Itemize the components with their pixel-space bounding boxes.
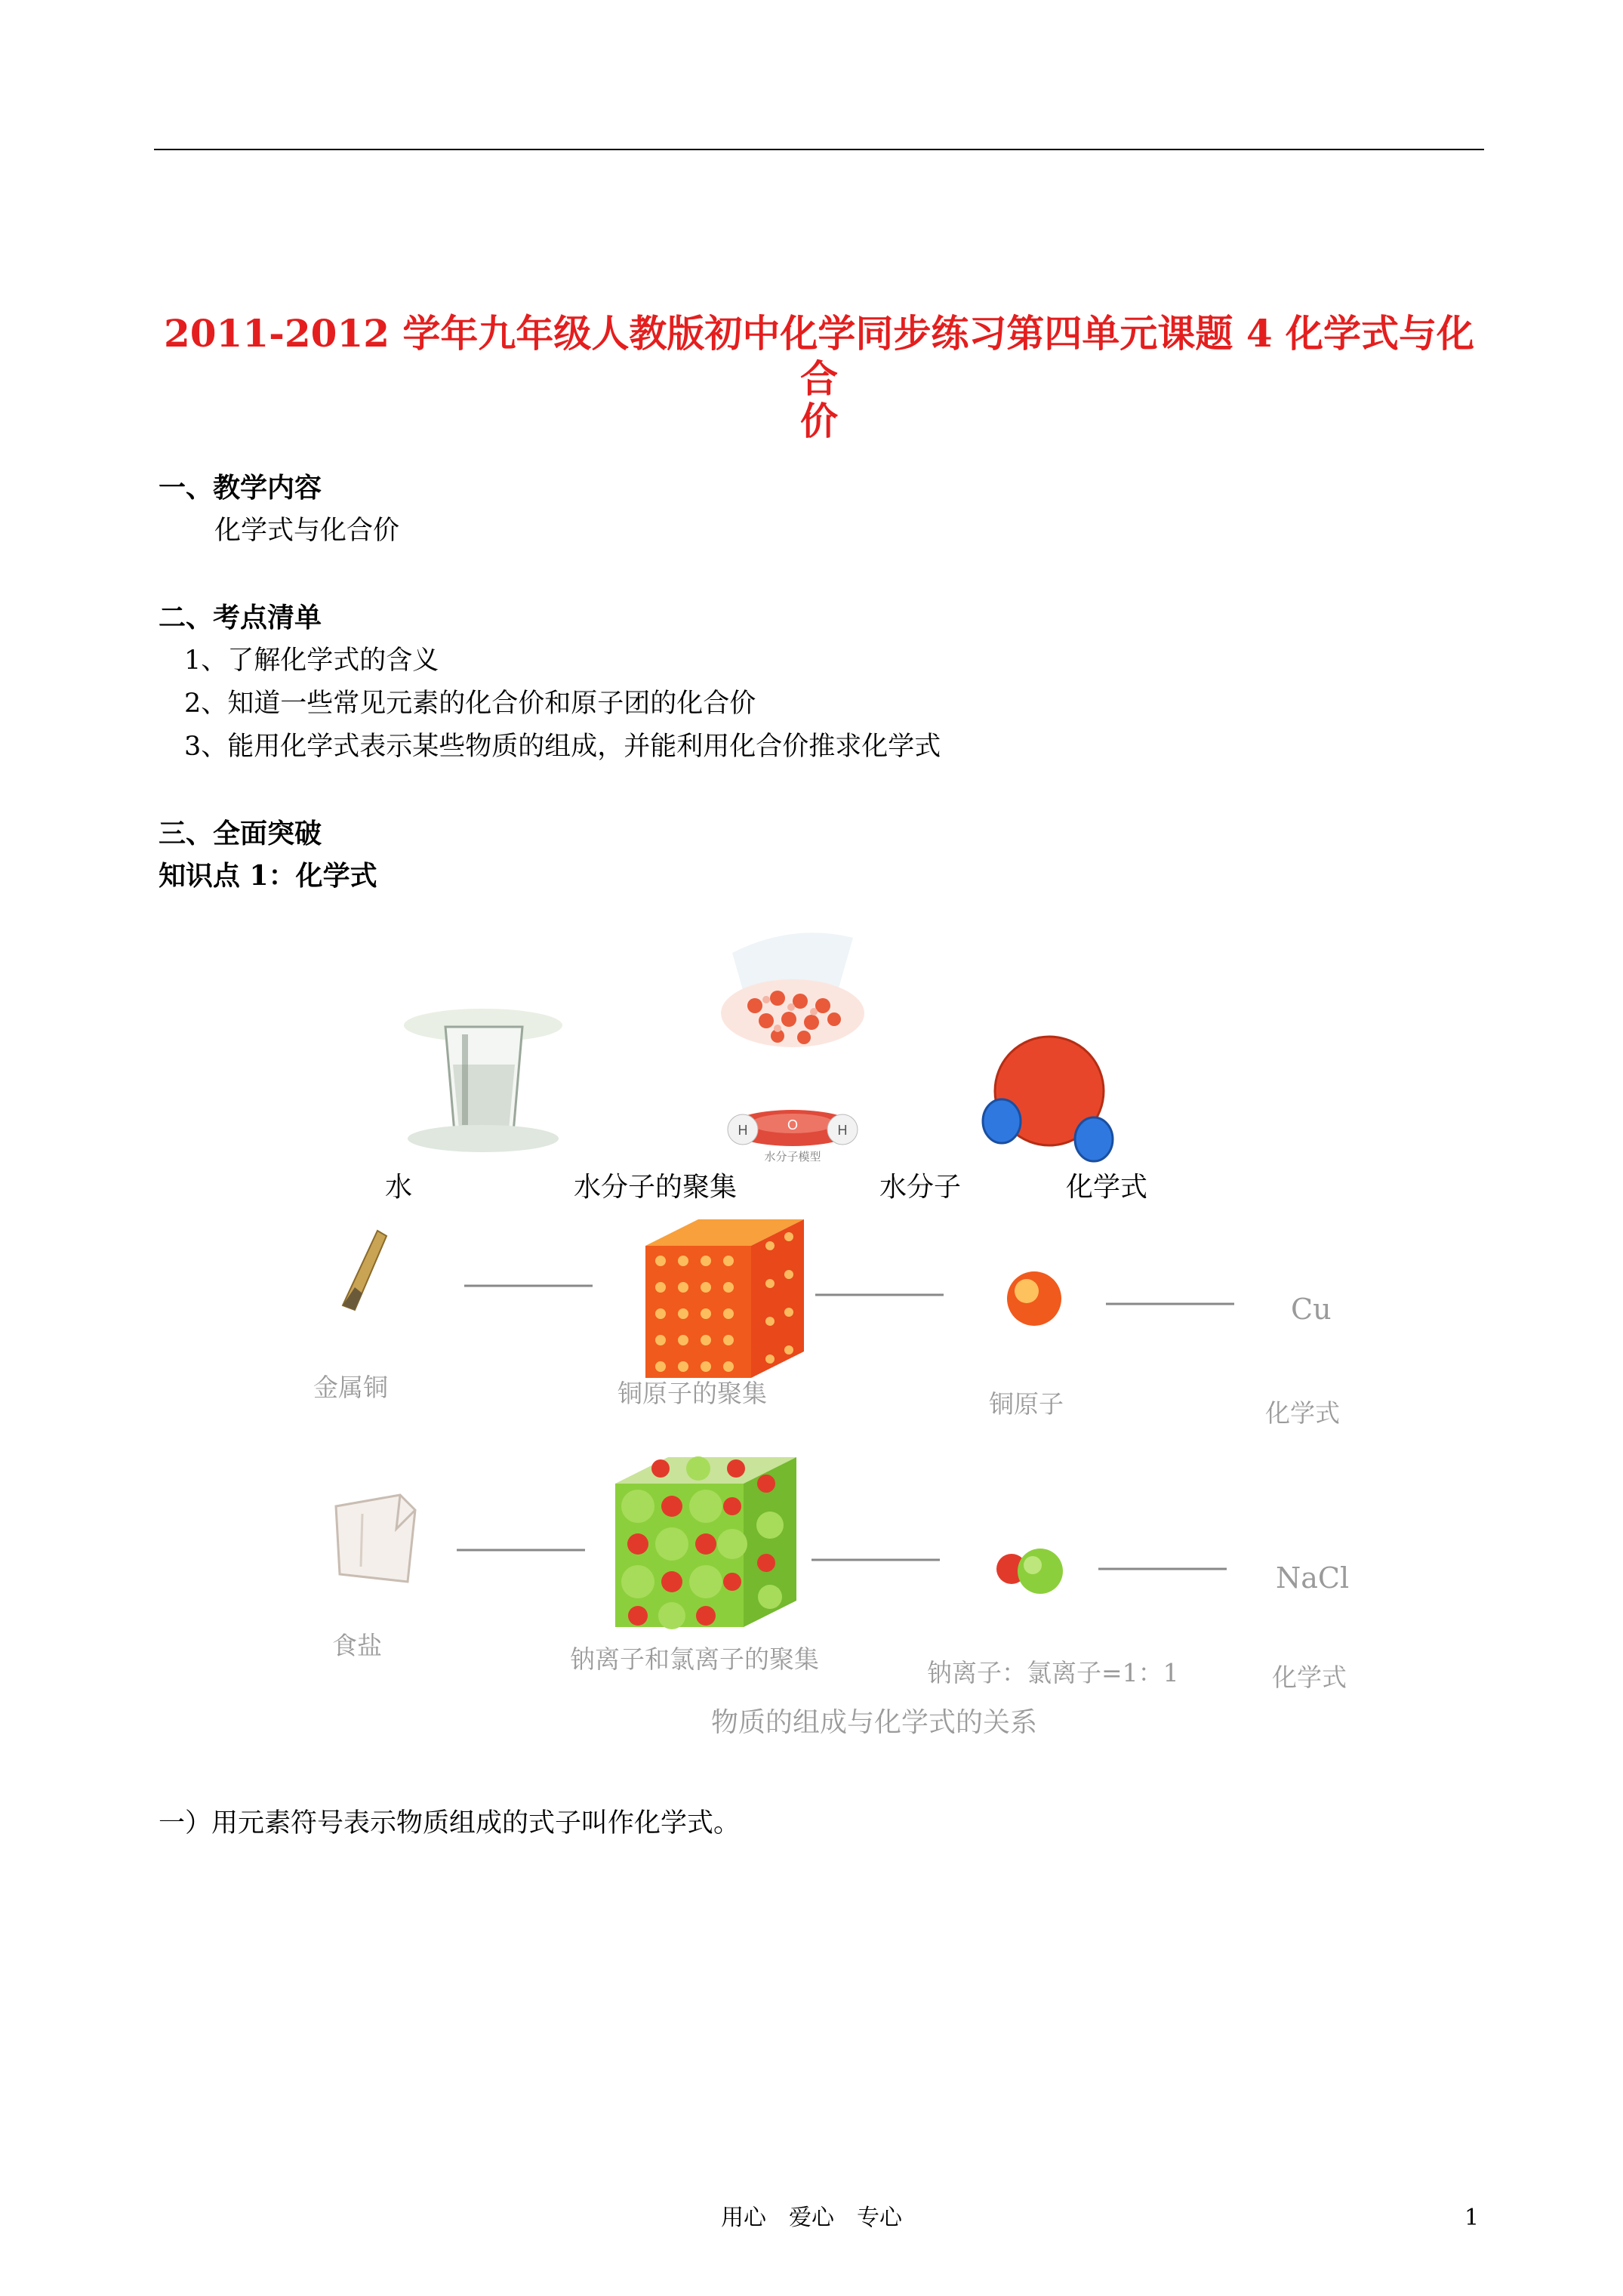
document-title-line1: 2011-2012 学年九年级人教版初中化学同步练习第四单元课题 4 化学式与化合 bbox=[163, 311, 1475, 401]
ion-aggregation-label: 钠离子和氯离子的聚集 bbox=[570, 1644, 819, 1674]
ion-aggregation-image bbox=[608, 1450, 804, 1631]
salt-formula: NaCl bbox=[1276, 1561, 1350, 1595]
water-label: 水 bbox=[385, 1172, 413, 1203]
salt-dash-2 bbox=[812, 1558, 940, 1562]
copper-atom-aggregation-image bbox=[638, 1216, 812, 1382]
copper-dash-3 bbox=[1106, 1302, 1234, 1306]
copper-dash-2 bbox=[815, 1293, 944, 1297]
header-rule bbox=[154, 149, 1484, 150]
h-atom-label-right: H bbox=[837, 1123, 848, 1138]
table-salt-image bbox=[325, 1491, 423, 1589]
section2-item-2: 2、知道一些常见元素的化合价和原子团的化合价 bbox=[184, 689, 756, 719]
table-salt-label: 食盐 bbox=[332, 1631, 382, 1660]
metal-copper-image bbox=[332, 1227, 393, 1325]
section1-body: 化学式与化合价 bbox=[214, 516, 400, 546]
h-atom-label-left: H bbox=[738, 1123, 748, 1138]
section2-heading: 二、考点清单 bbox=[159, 602, 322, 633]
water-glass-image bbox=[400, 1004, 566, 1155]
copper-aggregation-label: 铜原子的聚集 bbox=[617, 1379, 767, 1408]
figure-caption: 物质的组成与化学式的关系 bbox=[711, 1707, 1038, 1738]
section2-item-3: 3、能用化学式表示某些物质的组成，并能利用化合价推求化学式 bbox=[184, 732, 941, 762]
section1-heading: 一、教学内容 bbox=[159, 472, 322, 504]
copper-formula-label: 化学式 bbox=[1265, 1398, 1340, 1428]
metal-copper-label: 金属铜 bbox=[313, 1373, 388, 1402]
salt-formula-label: 化学式 bbox=[1272, 1663, 1347, 1692]
water-molecule-image bbox=[974, 1034, 1125, 1170]
section2-item-1: 1、了解化学式的含义 bbox=[184, 646, 439, 676]
o-atom-label: O bbox=[787, 1117, 799, 1133]
ion-ratio-label: 钠离子：氯离子=1：1 bbox=[927, 1658, 1179, 1687]
water-aggregation-label: 水分子的聚集 bbox=[574, 1172, 738, 1203]
copper-atom-label: 铜原子 bbox=[989, 1389, 1064, 1419]
chemical-formula-definition: 一）用元素符号表示物质组成的式子叫作化学式。 bbox=[159, 1808, 741, 1838]
knowledge-point-1-heading: 知识点 1：化学式 bbox=[159, 860, 377, 892]
copper-dash-1 bbox=[464, 1284, 593, 1288]
salt-dash-1 bbox=[457, 1548, 585, 1552]
water-formula-label: 化学式 bbox=[1066, 1172, 1148, 1203]
section3-heading: 三、全面突破 bbox=[159, 818, 322, 849]
salt-dash-3 bbox=[1098, 1567, 1227, 1571]
water-molecule-model-label: 水分子模型 bbox=[764, 1150, 821, 1163]
sodium-chloride-ion-pair-image bbox=[989, 1544, 1072, 1597]
copper-formula: Cu bbox=[1291, 1293, 1332, 1326]
page-number: 1 bbox=[1464, 2205, 1480, 2231]
water-molecule-aggregation-image bbox=[702, 923, 883, 1164]
copper-atom-image bbox=[1004, 1268, 1064, 1329]
footer-motto: 用心 爱心 专心 bbox=[721, 2205, 902, 2231]
document-title-line2: 价 bbox=[800, 399, 838, 443]
water-molecule-label: 水分子 bbox=[879, 1172, 962, 1203]
